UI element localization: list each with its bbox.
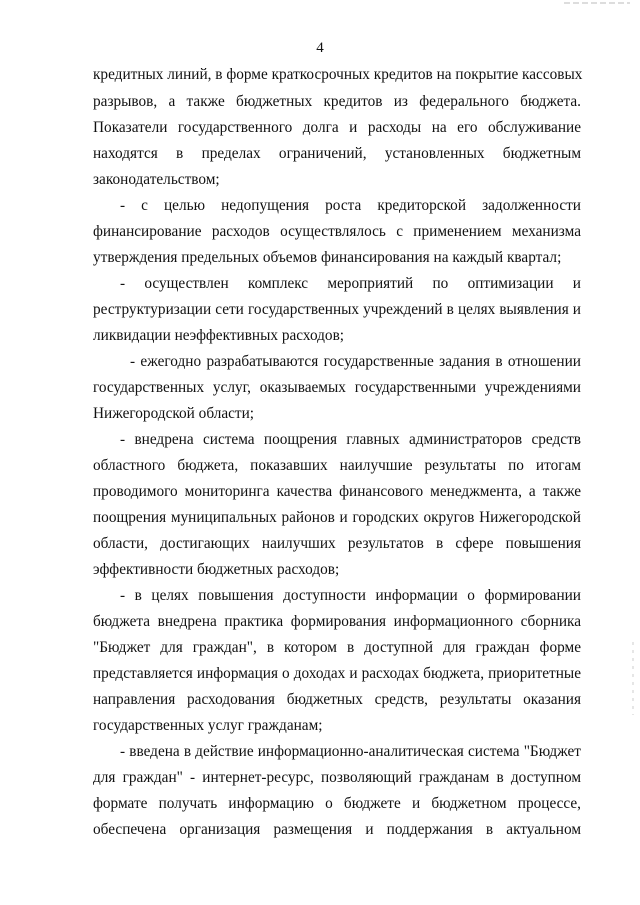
text-line: бюджета внедрена практика формирования информационного сборника	[93, 613, 581, 630]
text-line: государственных услуг, оказываемых государственными учреждениями	[93, 379, 581, 396]
text-line: эффективности бюджетных расходов;	[93, 561, 340, 578]
text-line: - в целях повышения доступности информации о формировании	[120, 587, 581, 604]
text-line: для граждан" - интернет-ресурс, позволяющий гражданам в доступном	[93, 769, 581, 786]
text-line: законодательством;	[93, 171, 220, 188]
text-line: направления расходования бюджетных средств, результаты оказания	[93, 691, 581, 708]
text-line: государственных услуг гражданам;	[93, 717, 323, 734]
text-line: обеспечена организация размещения и поддержания в актуальном	[93, 821, 581, 838]
text-line: Показатели государственного долга и расходы на его обслуживание	[93, 119, 581, 136]
scan-artifact-mark	[560, 0, 640, 8]
scan-artifact-mark	[628, 640, 638, 720]
text-line: Нижегородской области;	[93, 405, 255, 422]
text-line: находятся в пределах ограничений, установленных бюджетным	[93, 145, 581, 162]
text-line: - осуществлен комплекс мероприятий по оптимизации и	[120, 275, 581, 292]
text-line: реструктуризации сети государственных учреждений в целях выявления и	[93, 301, 581, 318]
text-line: - с целью недопущения роста кредиторской задолженности	[120, 197, 581, 214]
text-line: областного бюджета, показавших наилучшие результаты по итогам	[93, 457, 581, 474]
text-line: утверждения предельных объемов финансирования на каждый квартал;	[93, 249, 562, 266]
text-line: проводимого мониторинга качества финансового менеджмента, а также	[93, 483, 581, 500]
text-line: "Бюджет для граждан", в котором в доступной для граждан форме	[93, 639, 581, 656]
text-line: области, достигающих наилучших результатов в сфере повышения	[93, 535, 581, 552]
text-line: разрывов, а также бюджетных кредитов из федерального бюджета.	[93, 93, 581, 110]
text-line: - введена в действие информационно-аналитическая система "Бюджет	[120, 743, 581, 760]
text-line: формате получать информацию о бюджете и бюджетном процессе,	[93, 795, 581, 812]
text-line: кредитных линий, в форме краткосрочных кредитов на покрытие кассовых	[93, 66, 583, 83]
text-line: - ежегодно разрабатываются государственные задания в отношении	[130, 353, 581, 370]
text-line: поощрения муниципальных районов и городских округов Нижегородской	[93, 509, 581, 526]
page-number: 4	[316, 40, 324, 56]
text-line: представляется информация о доходах и расходах бюджета, приоритетные	[93, 665, 581, 682]
text-line: - внедрена система поощрения главных администраторов средств	[120, 431, 581, 448]
text-line: финансирование расходов осуществлялось с применением механизма	[93, 223, 581, 240]
text-line: ликвидации неэффективных расходов;	[93, 327, 345, 344]
